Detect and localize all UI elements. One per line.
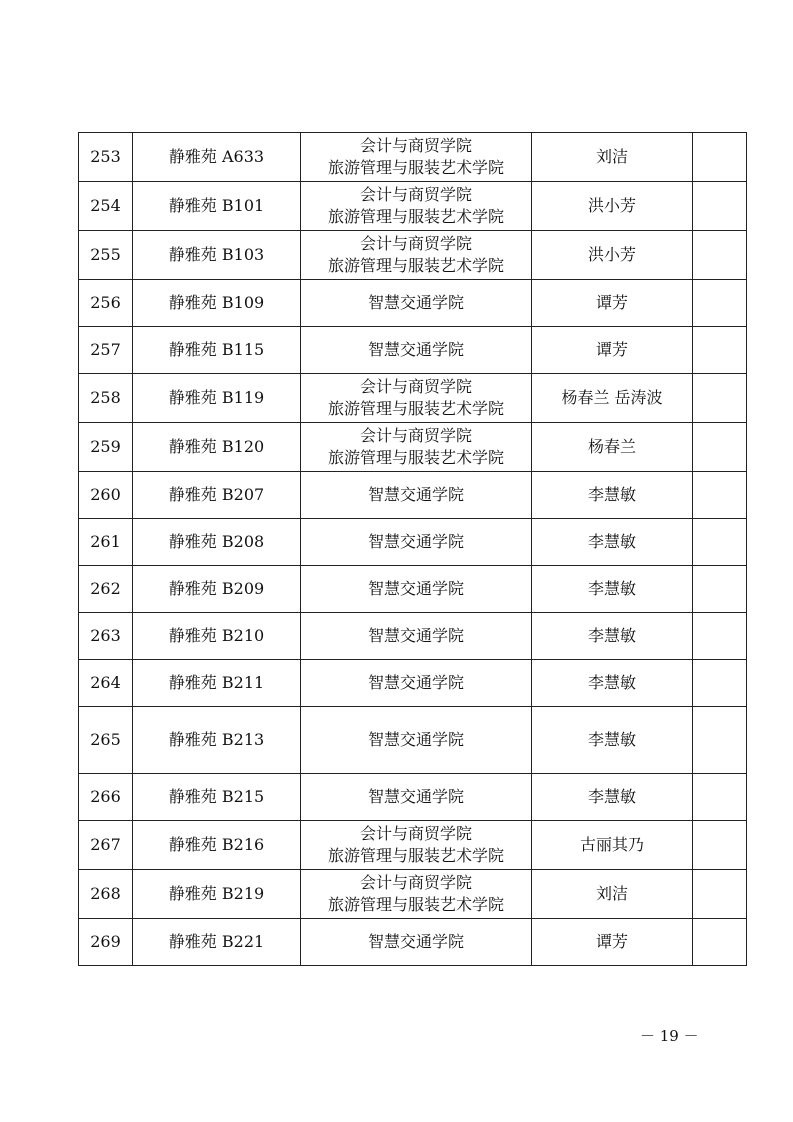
college-name: 旅游管理与服装艺术学院 — [327, 448, 504, 467]
room-cell: 静雅苑 B210 — [133, 613, 301, 660]
row-number-cell: 262 — [79, 566, 133, 613]
college-name: 旅游管理与服装艺术学院 — [327, 256, 504, 275]
table-row — [79, 566, 747, 613]
college-name: 智慧交通学院 — [367, 787, 464, 806]
college-cell — [301, 566, 532, 613]
person-cell: 李慧敏 — [532, 472, 693, 519]
room-cell: 静雅苑 B211 — [133, 660, 301, 707]
college-cell — [301, 821, 532, 870]
note-cell — [693, 280, 747, 327]
note-cell — [693, 613, 747, 660]
room-cell: 静雅苑 B120 — [133, 423, 301, 472]
college-name: 智慧交通学院 — [367, 626, 464, 645]
college-name: 智慧交通学院 — [367, 293, 464, 312]
person-cell: 谭芳 — [532, 919, 693, 966]
table-row — [79, 231, 747, 280]
college-name: 旅游管理与服装艺术学院 — [327, 895, 504, 914]
person-cell: 刘洁 — [532, 870, 693, 919]
row-number-cell: 254 — [79, 182, 133, 231]
note-cell — [693, 374, 747, 423]
note-cell — [693, 566, 747, 613]
person-cell: 李慧敏 — [532, 613, 693, 660]
page-number: － 19 － — [640, 1027, 699, 1045]
row-number-cell: 257 — [79, 327, 133, 374]
college-cell — [301, 660, 532, 707]
note-cell — [693, 133, 747, 182]
college-cell — [301, 423, 532, 472]
college-name: 会计与商贸学院 — [359, 377, 472, 396]
room-cell: 静雅苑 B216 — [133, 821, 301, 870]
college-cell — [301, 374, 532, 423]
room-cell: 静雅苑 B115 — [133, 327, 301, 374]
college-cell — [301, 280, 532, 327]
row-number-cell: 263 — [79, 613, 133, 660]
college-cell — [301, 231, 532, 280]
college-cell — [301, 919, 532, 966]
person-cell: 杨春兰 — [532, 423, 693, 472]
college-name: 会计与商贸学院 — [359, 426, 472, 445]
table-row — [79, 707, 747, 774]
note-cell — [693, 472, 747, 519]
row-number-cell: 261 — [79, 519, 133, 566]
row-number-cell: 267 — [79, 821, 133, 870]
table-row — [79, 821, 747, 870]
college-cell — [301, 182, 532, 231]
row-number-cell: 264 — [79, 660, 133, 707]
note-cell — [693, 519, 747, 566]
room-cell: 静雅苑 B215 — [133, 774, 301, 821]
table-row — [79, 472, 747, 519]
table-row — [79, 870, 747, 919]
college-cell — [301, 519, 532, 566]
note-cell — [693, 423, 747, 472]
college-name: 智慧交通学院 — [367, 532, 464, 551]
college-name: 智慧交通学院 — [367, 673, 464, 692]
college-name: 旅游管理与服装艺术学院 — [327, 399, 504, 418]
room-cell: 静雅苑 B209 — [133, 566, 301, 613]
note-cell — [693, 660, 747, 707]
note-cell — [693, 821, 747, 870]
college-name: 旅游管理与服装艺术学院 — [327, 158, 504, 177]
college-name: 会计与商贸学院 — [359, 873, 472, 892]
person-cell: 洪小芳 — [532, 182, 693, 231]
row-number-cell: 266 — [79, 774, 133, 821]
room-cell: 静雅苑 B101 — [133, 182, 301, 231]
person-cell: 李慧敏 — [532, 660, 693, 707]
person-cell: 谭芳 — [532, 280, 693, 327]
college-name: 智慧交通学院 — [367, 485, 464, 504]
table-row — [79, 327, 747, 374]
college-name: 会计与商贸学院 — [359, 185, 472, 204]
row-number-cell: 260 — [79, 472, 133, 519]
note-cell — [693, 327, 747, 374]
person-cell: 李慧敏 — [532, 774, 693, 821]
college-name: 智慧交通学院 — [367, 579, 464, 598]
note-cell — [693, 182, 747, 231]
room-cell: 静雅苑 B103 — [133, 231, 301, 280]
college-cell — [301, 707, 532, 774]
room-cell: 静雅苑 B207 — [133, 472, 301, 519]
person-cell: 古丽其乃 — [532, 821, 693, 870]
table-row — [79, 774, 747, 821]
college-cell — [301, 774, 532, 821]
table-row — [79, 660, 747, 707]
note-cell — [693, 870, 747, 919]
college-name: 智慧交通学院 — [367, 340, 464, 359]
college-cell — [301, 613, 532, 660]
dorm-assignment-table — [78, 132, 747, 966]
table-row — [79, 374, 747, 423]
person-cell: 李慧敏 — [532, 519, 693, 566]
college-cell — [301, 133, 532, 182]
room-cell: 静雅苑 B109 — [133, 280, 301, 327]
table-row — [79, 423, 747, 472]
college-name: 会计与商贸学院 — [359, 234, 472, 253]
table-row — [79, 613, 747, 660]
person-cell: 李慧敏 — [532, 707, 693, 774]
table-row — [79, 133, 747, 182]
person-cell: 杨春兰 岳涛波 — [532, 374, 693, 423]
table-body — [79, 133, 747, 966]
table-row — [79, 519, 747, 566]
note-cell — [693, 774, 747, 821]
room-cell: 静雅苑 B208 — [133, 519, 301, 566]
row-number-cell: 253 — [79, 133, 133, 182]
college-name: 会计与商贸学院 — [359, 824, 472, 843]
note-cell — [693, 707, 747, 774]
table-row — [79, 919, 747, 966]
room-cell: 静雅苑 A633 — [133, 133, 301, 182]
row-number-cell: 259 — [79, 423, 133, 472]
row-number-cell: 256 — [79, 280, 133, 327]
person-cell: 李慧敏 — [532, 566, 693, 613]
note-cell — [693, 919, 747, 966]
room-cell: 静雅苑 B219 — [133, 870, 301, 919]
college-name: 智慧交通学院 — [367, 932, 464, 951]
college-name: 智慧交通学院 — [367, 730, 464, 749]
college-cell — [301, 327, 532, 374]
row-number-cell: 258 — [79, 374, 133, 423]
table-row — [79, 182, 747, 231]
person-cell: 洪小芳 — [532, 231, 693, 280]
table-row — [79, 280, 747, 327]
row-number-cell: 268 — [79, 870, 133, 919]
row-number-cell: 265 — [79, 707, 133, 774]
row-number-cell: 255 — [79, 231, 133, 280]
college-name: 旅游管理与服装艺术学院 — [327, 846, 504, 865]
college-cell — [301, 472, 532, 519]
person-cell: 谭芳 — [532, 327, 693, 374]
person-cell: 刘洁 — [532, 133, 693, 182]
college-name: 旅游管理与服装艺术学院 — [327, 207, 504, 226]
college-name: 会计与商贸学院 — [359, 136, 472, 155]
room-cell: 静雅苑 B221 — [133, 919, 301, 966]
room-cell: 静雅苑 B119 — [133, 374, 301, 423]
college-cell — [301, 870, 532, 919]
room-cell: 静雅苑 B213 — [133, 707, 301, 774]
note-cell — [693, 231, 747, 280]
row-number-cell: 269 — [79, 919, 133, 966]
